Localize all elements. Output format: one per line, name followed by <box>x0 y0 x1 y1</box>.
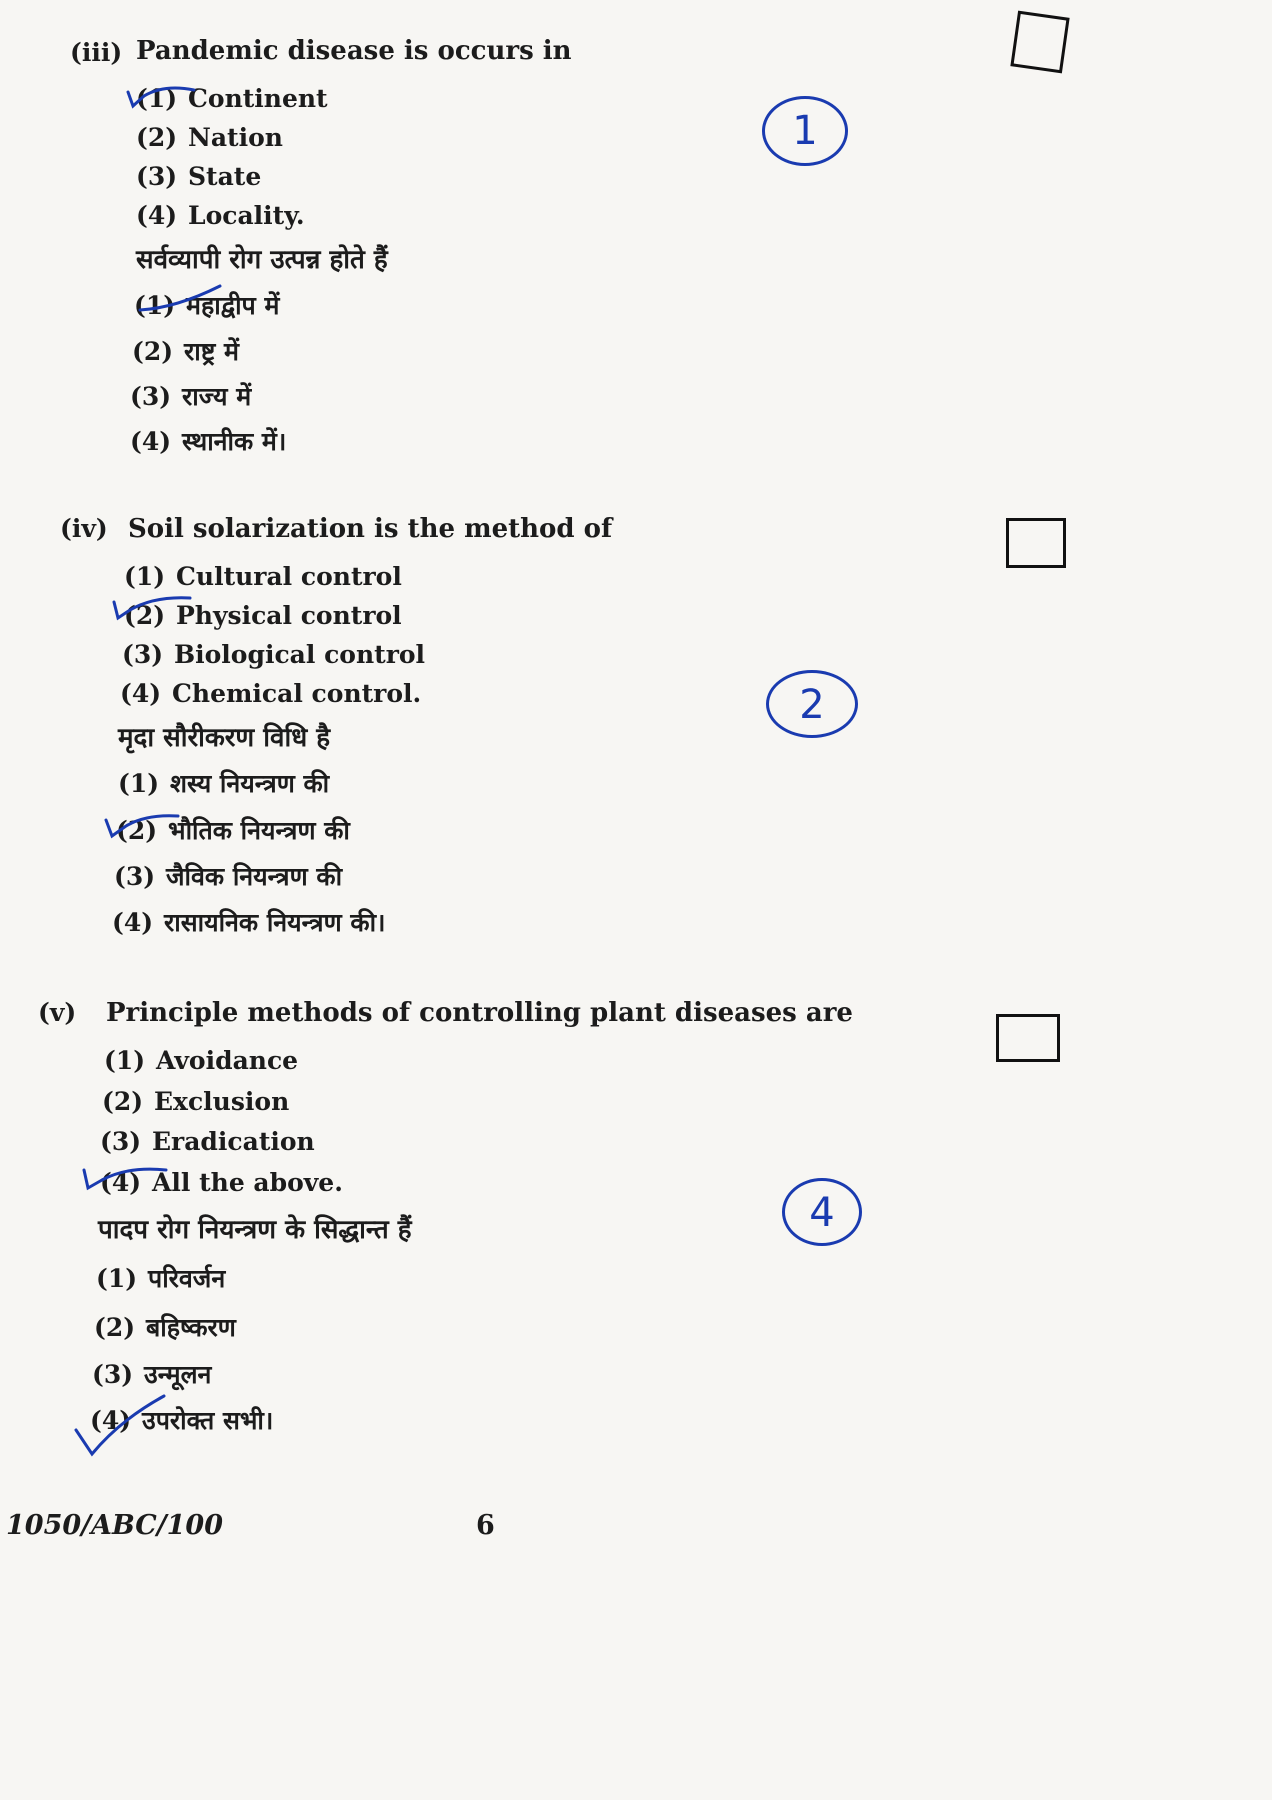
option-number: (3) <box>114 862 156 891</box>
option-number: (4) <box>120 679 162 708</box>
answer-box[interactable] <box>996 1014 1060 1062</box>
answer-box[interactable] <box>1010 11 1069 74</box>
option <box>136 201 305 230</box>
option-text: Cultural control <box>176 562 402 591</box>
paper-code: 1050/ABC/100 <box>6 1510 223 1541</box>
option-number: (2) <box>124 601 166 630</box>
answer-box[interactable] <box>1006 518 1066 568</box>
option <box>124 562 402 591</box>
hindi-option <box>116 813 350 847</box>
hindi-question-text: पादप रोग नियन्त्रण के सिद्धान्त हैं <box>98 1215 412 1245</box>
option-number: (3) <box>136 162 178 191</box>
hindi-option <box>112 905 386 939</box>
hindi-option <box>130 424 286 458</box>
option-text: उपरोक्त सभी। <box>142 1406 274 1435</box>
option <box>136 84 328 113</box>
option-number: (3) <box>92 1360 134 1389</box>
option <box>120 679 421 708</box>
option-number: (2) <box>132 337 174 366</box>
hindi-option <box>134 288 279 322</box>
option-text: All the above. <box>152 1168 343 1197</box>
option <box>104 1046 298 1075</box>
question-number: (iii) <box>70 38 123 67</box>
option-number: (1) <box>96 1264 138 1293</box>
hindi-option <box>130 379 251 413</box>
option-number: (4) <box>136 201 178 230</box>
option-number: (1) <box>136 84 178 113</box>
option-text: Locality. <box>188 201 305 230</box>
option <box>136 123 283 152</box>
option <box>136 162 261 191</box>
option-number: (3) <box>122 640 164 669</box>
option-text: Biological control <box>174 640 426 669</box>
question-text: Principle methods of controlling plant diseases are <box>106 998 853 1028</box>
option-number: (1) <box>124 562 166 591</box>
option-text: Chemical control. <box>172 679 422 708</box>
handwritten-answer-mark: 1 <box>762 96 848 166</box>
option-text: राष्ट्र में <box>184 337 239 366</box>
option-text: महाद्वीप में <box>186 291 280 320</box>
option-text: शस्य नियन्त्रण की <box>170 769 330 798</box>
option-number: (2) <box>94 1313 136 1342</box>
hindi-question-text: मृदा सौरीकरण विधि है <box>118 723 331 753</box>
option-text: परिवर्जन <box>148 1264 226 1293</box>
hindi-option <box>96 1261 225 1295</box>
option <box>100 1168 343 1197</box>
option-text: Exclusion <box>154 1087 290 1116</box>
hindi-option <box>114 859 342 893</box>
option-text: बहिष्करण <box>146 1313 236 1342</box>
option <box>124 601 402 630</box>
option-text: Eradication <box>152 1127 315 1156</box>
option-number: (1) <box>134 291 176 320</box>
option-text: उन्मूलन <box>144 1360 212 1389</box>
option-text: Nation <box>188 123 283 152</box>
option-text: Avoidance <box>156 1046 299 1075</box>
option-number: (2) <box>116 816 158 845</box>
page-number: 6 <box>476 1510 495 1541</box>
option <box>122 640 425 669</box>
option <box>100 1127 315 1156</box>
question-text: Soil solarization is the method of <box>128 514 613 544</box>
option-text: जैविक नियन्त्रण की <box>166 862 343 891</box>
option-text: स्थानीक में। <box>182 427 287 456</box>
option-number: (3) <box>130 382 172 411</box>
option-text: Physical control <box>176 601 402 630</box>
option-number: (1) <box>118 769 160 798</box>
handwritten-answer-mark: 4 <box>782 1178 862 1246</box>
option-number: (4) <box>100 1168 142 1197</box>
option-number: (4) <box>130 427 172 456</box>
option-text: Continent <box>188 84 328 113</box>
hindi-option <box>92 1357 211 1391</box>
hindi-option <box>118 766 329 800</box>
option <box>102 1087 289 1116</box>
hindi-option <box>90 1403 273 1437</box>
handwritten-answer-mark: 2 <box>766 670 858 738</box>
option-text: राज्य में <box>182 382 252 411</box>
option-text: भौतिक नियन्त्रण की <box>168 816 350 845</box>
option-number: (2) <box>102 1087 144 1116</box>
option-text: रासायनिक नियन्त्रण की। <box>164 908 386 937</box>
option-number: (1) <box>104 1046 146 1075</box>
option-number: (4) <box>112 908 154 937</box>
hindi-question-text: सर्वव्यापी रोग उत्पन्न होते हैं <box>136 245 388 275</box>
question-number: (iv) <box>60 514 108 543</box>
option-number: (2) <box>136 123 178 152</box>
option-number: (3) <box>100 1127 142 1156</box>
hindi-option <box>94 1310 236 1344</box>
option-text: State <box>188 162 262 191</box>
question-text: Pandemic disease is occurs in <box>136 36 572 66</box>
option-number: (4) <box>90 1406 132 1435</box>
question-number: (v) <box>38 998 77 1027</box>
hindi-option <box>132 334 239 368</box>
